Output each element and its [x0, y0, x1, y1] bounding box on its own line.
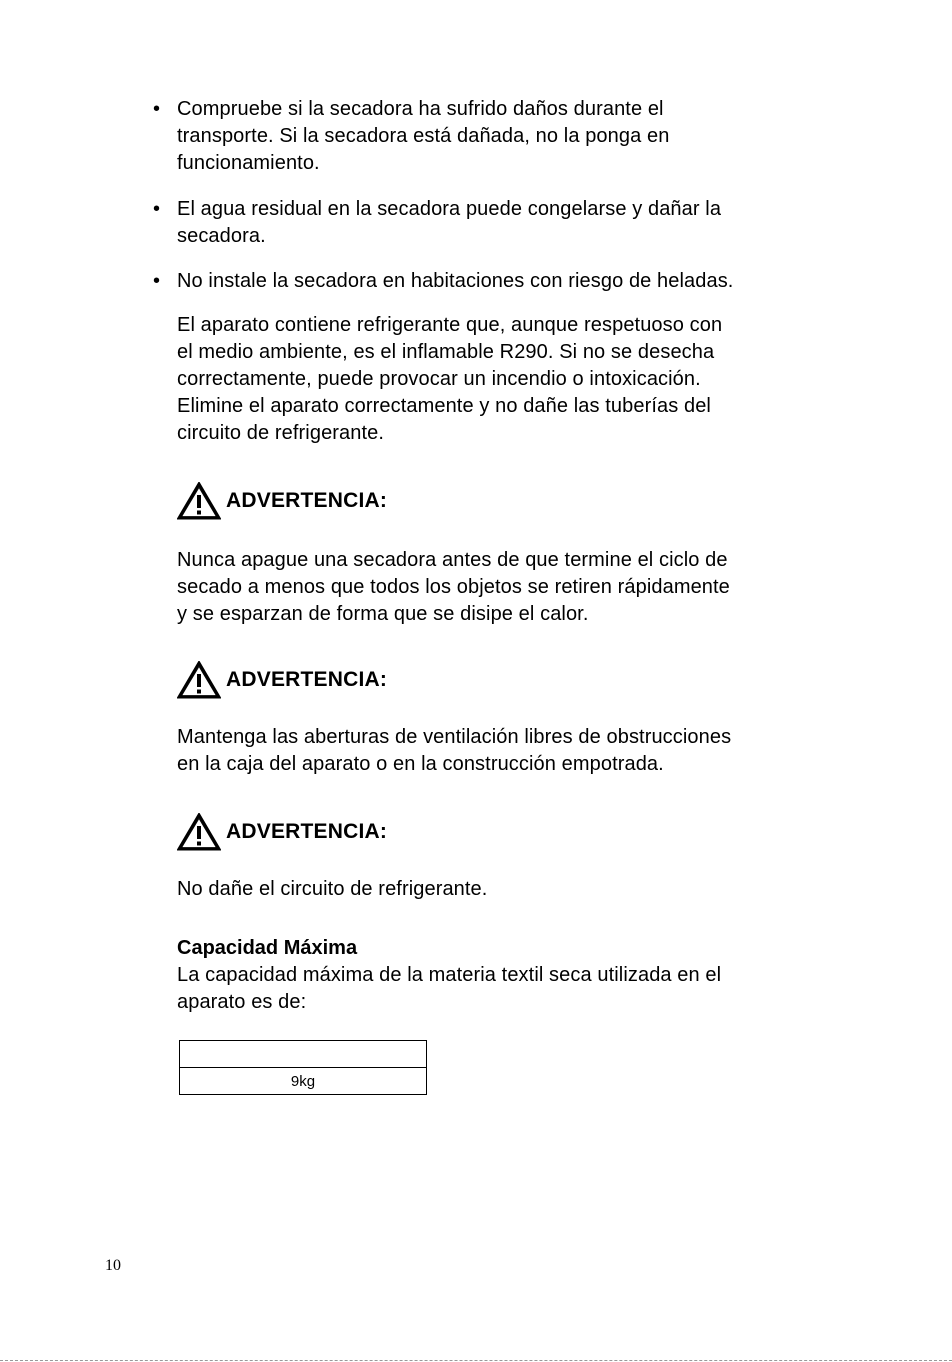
- text-line: funcionamiento.: [177, 152, 320, 174]
- capacity-text: [177, 962, 817, 1016]
- warning-label: ADVERTENCIA:: [226, 820, 388, 843]
- bullet-item-transport-damage: [177, 96, 817, 177]
- warning-triangle-icon: [177, 661, 221, 699]
- page-number: 10: [105, 1257, 121, 1274]
- text-line: Mantenga las aberturas de ventilación libres de obstrucciones: [177, 726, 732, 748]
- text-line: transporte. Si la secadora está dañada, no la ponga en: [177, 125, 670, 147]
- refrigerant-paragraph: [177, 312, 817, 447]
- bullet-mark: •: [153, 270, 161, 292]
- text-line: aparato es de:: [177, 991, 307, 1013]
- text-line: en la caja del aparato o en la construcción empotrada.: [177, 753, 664, 775]
- text-line: circuito de refrigerante.: [177, 422, 385, 444]
- text-line: El aparato contiene refrigerante que, aunque respetuoso con: [177, 314, 723, 336]
- table-row: [180, 1068, 427, 1095]
- warning-triangle-icon: [177, 813, 221, 851]
- text-line: y se esparzan de forma que se disipe el calor.: [177, 603, 589, 625]
- text-line: La capacidad máxima de la materia textil seca utilizada en el: [177, 964, 722, 986]
- table-row: [180, 1041, 427, 1068]
- warning-text-ventilation: [177, 724, 817, 778]
- text-line: Compruebe si la secadora ha sufrido daños durante el: [177, 98, 664, 120]
- bullet-mark: •: [153, 98, 161, 120]
- text-line: Elimine el aparato correctamente y no dañe las tuberías del: [177, 395, 711, 417]
- warning-label: ADVERTENCIA:: [226, 489, 388, 512]
- text-line: Nunca apague una secadora antes de que termine el ciclo de: [177, 549, 728, 571]
- text-line: secadora.: [177, 225, 266, 247]
- warning-triangle-icon: [177, 482, 221, 520]
- capacity-table: [179, 1040, 427, 1095]
- bullet-item-frost-rooms: [177, 268, 817, 295]
- capacity-heading: Capacidad Máxima: [177, 937, 358, 959]
- warning-text-drying-cycle: [177, 547, 817, 628]
- warning-heading: [177, 660, 387, 700]
- bullet-item-residual-water: [177, 196, 817, 250]
- text-line: secado a menos que todos los objetos se retiren rápidamente: [177, 576, 730, 598]
- table-cell-header: [180, 1041, 427, 1068]
- warning-heading: [177, 812, 387, 852]
- text-line: No instale la secadora en habitaciones con riesgo de heladas.: [177, 270, 734, 292]
- warning-heading: [177, 481, 387, 521]
- bullet-mark: •: [153, 198, 161, 220]
- warning-label: ADVERTENCIA:: [226, 668, 388, 691]
- text-line: el medio ambiente, es el inflamable R290. Si no se desecha: [177, 341, 715, 363]
- text-line: No dañe el circuito de refrigerante.: [177, 878, 488, 900]
- page-edge-divider: [0, 1360, 952, 1361]
- text-line: correctamente, puede provocar un incendio o intoxicación.: [177, 368, 701, 390]
- text-line: El agua residual en la secadora puede congelarse y dañar la: [177, 198, 722, 220]
- warning-text-refrigerant-circuit: [177, 876, 817, 903]
- table-cell-value: 9kg: [180, 1068, 427, 1095]
